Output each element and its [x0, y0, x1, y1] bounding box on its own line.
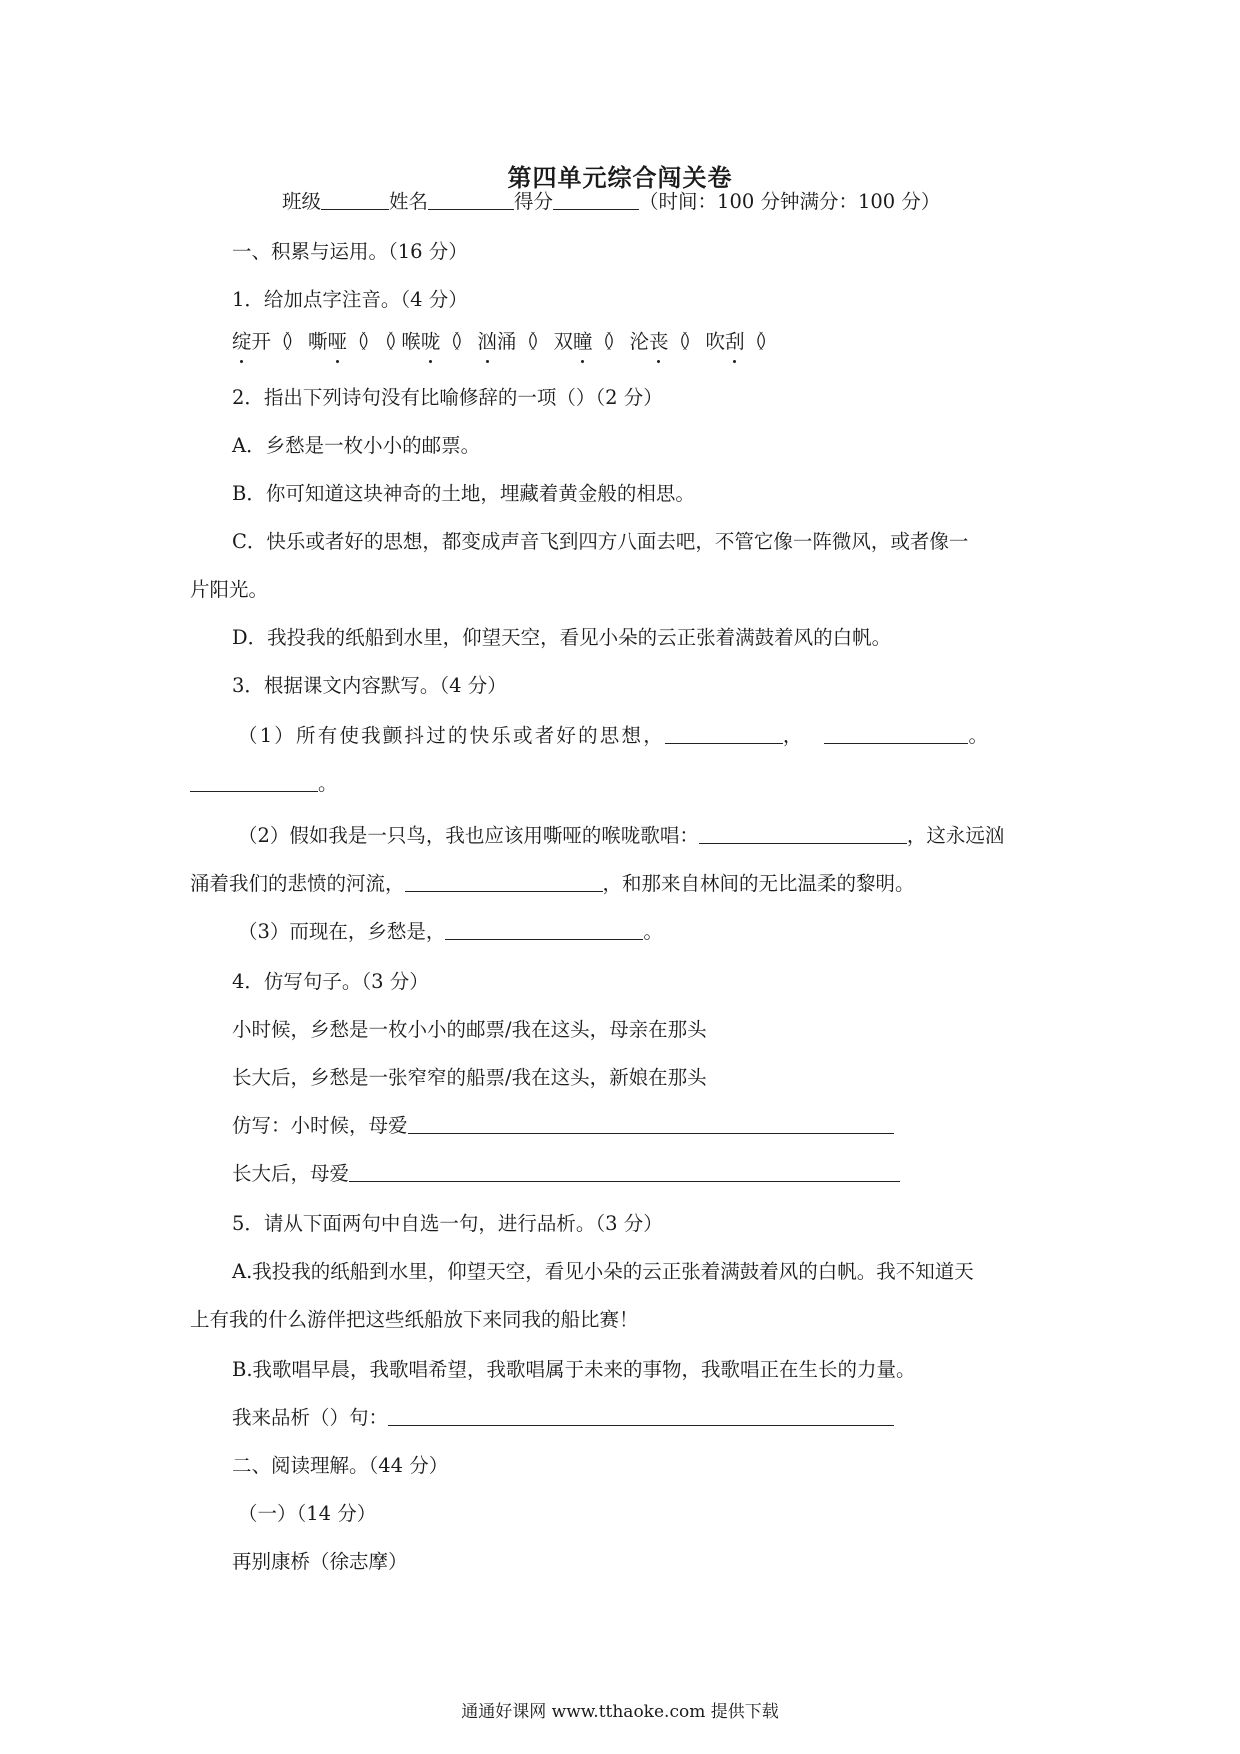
- name-label: 姓名: [389, 190, 429, 213]
- student-info-row: [282, 188, 940, 216]
- q5-option-a-line2: 上有我的什么游伴把这些纸船放下来同我的船比赛！: [190, 1308, 639, 1331]
- q4-write-2-label: 长大后，母爱: [232, 1162, 350, 1185]
- name-blank[interactable]: [428, 189, 514, 210]
- q1-word-char: 吹: [705, 330, 726, 353]
- score-label: 得分: [514, 190, 554, 213]
- q3-s3-blank[interactable]: [445, 919, 643, 940]
- q3-s1-blank-2[interactable]: [824, 723, 968, 744]
- q1-word-char: 开: [251, 330, 272, 353]
- q3-s2-line2-post: ，和那来自林间的无比温柔的黎明。: [602, 872, 915, 895]
- q1-word-char: 嘶: [308, 330, 328, 353]
- q5-analysis-label: 我来品析（）句：: [232, 1406, 389, 1429]
- q1-word-item: [553, 330, 619, 353]
- q1-dotted-char: 瞳: [573, 328, 593, 356]
- q1-word-char: 沦: [629, 330, 650, 353]
- q2-stem: 2．指出下列诗句没有比喻修辞的一项（）（2 分）: [232, 386, 663, 409]
- q1-word-item: [477, 330, 543, 353]
- q1-dotted-char: 绽: [232, 328, 252, 356]
- part2-sub1: （一）（14 分）: [238, 1502, 377, 1525]
- q2-option-b: B．你可知道这块神奇的土地，埋藏着黄金般的相思。: [232, 482, 695, 505]
- q1-answer-paren[interactable]: （）: [516, 330, 544, 353]
- q3-s1: [238, 722, 988, 750]
- q1-answer-paren[interactable]: （）: [271, 330, 299, 353]
- q1-dotted-char: 哑: [328, 328, 348, 356]
- q5-option-a-line1: A.我投我的纸船到水里，仰望天空，看见小朵的云正张着满鼓着风的白帆。我不知道天: [232, 1260, 974, 1283]
- q1-word-char: 涌: [496, 330, 517, 353]
- q2-option-a: A．乡愁是一枚小小的邮票。: [232, 434, 481, 457]
- time-info: （时间：100 分钟满分：100 分）: [639, 190, 941, 213]
- part2-heading: 二、阅读理解。（44 分）: [232, 1454, 449, 1477]
- q3-s2-blank-2[interactable]: [405, 871, 603, 892]
- q5-option-b: B.我歌唱早晨，我歌唱希望，我歌唱属于未来的事物，我歌唱正在生长的力量。: [232, 1358, 916, 1381]
- q3-s2-line2-text: 涌着我们的悲愤的河流，: [190, 872, 405, 895]
- q4-write-2-blank[interactable]: [349, 1161, 900, 1182]
- q3-s3-post: 。: [643, 920, 663, 943]
- score-blank[interactable]: [553, 189, 639, 210]
- q3-s1-comma: ，: [782, 724, 803, 747]
- q1-word-item: [401, 330, 467, 353]
- page-footer: 通通好课网 www.tthaoke.com 提供下载: [461, 1702, 779, 1722]
- q1-dotted-char: 刮: [725, 328, 745, 356]
- q3-s1-tail: 。: [318, 772, 338, 795]
- q2-option-d: D．我投我的纸船到水里，仰望天空，看见小朵的云正张着满鼓着风的白帆。: [232, 626, 892, 649]
- part1-heading: 一、积累与运用。（16 分）: [232, 240, 468, 263]
- q4-stem: 4．仿写句子。（3 分）: [232, 970, 429, 993]
- q3-stem: 3．根据课文内容默写。（4 分）: [232, 674, 507, 697]
- q1-word-char: 喉: [401, 330, 421, 353]
- q3-s2-line2: [190, 870, 915, 898]
- q1-answer-paren[interactable]: （）: [347, 330, 375, 353]
- q3-s2-text: （2）假如我是一只鸟，我也应该用嘶哑的喉咙歌唱：: [238, 824, 699, 847]
- q3-s2-mid: ，这永远汹: [906, 824, 1005, 847]
- q1-word-char: 双: [553, 330, 573, 353]
- q1-word-item: [308, 330, 374, 353]
- q1-answer-paren[interactable]: （）: [592, 330, 620, 353]
- q1-answer-paren[interactable]: （）: [384, 330, 402, 353]
- q5-analysis: [232, 1404, 894, 1432]
- q1-words: [232, 328, 782, 356]
- q3-s2: [238, 822, 1004, 850]
- q4-example-1: 小时候，乡愁是一枚小小的邮票/我在这头，母亲在那头: [232, 1018, 707, 1041]
- q1-word-item: [706, 330, 772, 353]
- q4-write-1-label: 仿写：小时候，母爱: [232, 1114, 408, 1137]
- q1-word-item: [384, 330, 401, 353]
- q5-stem: 5．请从下面两句中自选一句，进行品析。（3 分）: [232, 1212, 663, 1235]
- q1-word-item: [630, 330, 696, 353]
- q5-analysis-blank[interactable]: [388, 1405, 894, 1426]
- q3-s2-blank-1[interactable]: [699, 823, 907, 844]
- q3-s3: [238, 918, 663, 946]
- q4-write-2: [232, 1160, 900, 1188]
- q4-example-2: 长大后，乡愁是一张窄窄的船票/我在这头，新娘在那头: [232, 1066, 707, 1089]
- q1-dotted-char: 丧: [649, 328, 669, 356]
- q3-s1-blank-3[interactable]: [190, 771, 318, 792]
- q1-answer-paren[interactable]: （）: [744, 330, 772, 353]
- q3-s1-period: 。: [968, 724, 988, 747]
- poem-title: 再别康桥（徐志摩）: [232, 1550, 408, 1573]
- q4-write-1-blank[interactable]: [408, 1113, 894, 1134]
- q3-s1-blank-1[interactable]: [665, 723, 783, 744]
- q3-s3-text: （3）而现在，乡愁是，: [238, 920, 446, 943]
- q1-dotted-char: 咙: [421, 328, 441, 356]
- q4-write-1: [232, 1112, 894, 1140]
- q2-option-c-line1: C．快乐或者好的思想，都变成声音飞到四方八面去吧，不管它像一阵微风，或者像一: [232, 530, 969, 553]
- q1-answer-paren[interactable]: （）: [440, 330, 468, 353]
- class-label: 班级: [282, 190, 322, 213]
- q1-word-item: [232, 330, 298, 353]
- q1-stem: 1．给加点字注音。（4 分）: [232, 288, 468, 311]
- q2-option-c-line2: 片阳光。: [190, 578, 269, 601]
- q3-s1-cont: [190, 770, 338, 798]
- class-blank[interactable]: [321, 189, 389, 210]
- q1-answer-paren[interactable]: （）: [668, 330, 696, 353]
- q3-s1-text: （1）所有使我颤抖过的快乐或者好的思想，: [238, 724, 665, 747]
- q1-dotted-char: 汹: [477, 328, 497, 356]
- page-title: 第四单元综合闯关卷: [507, 164, 733, 192]
